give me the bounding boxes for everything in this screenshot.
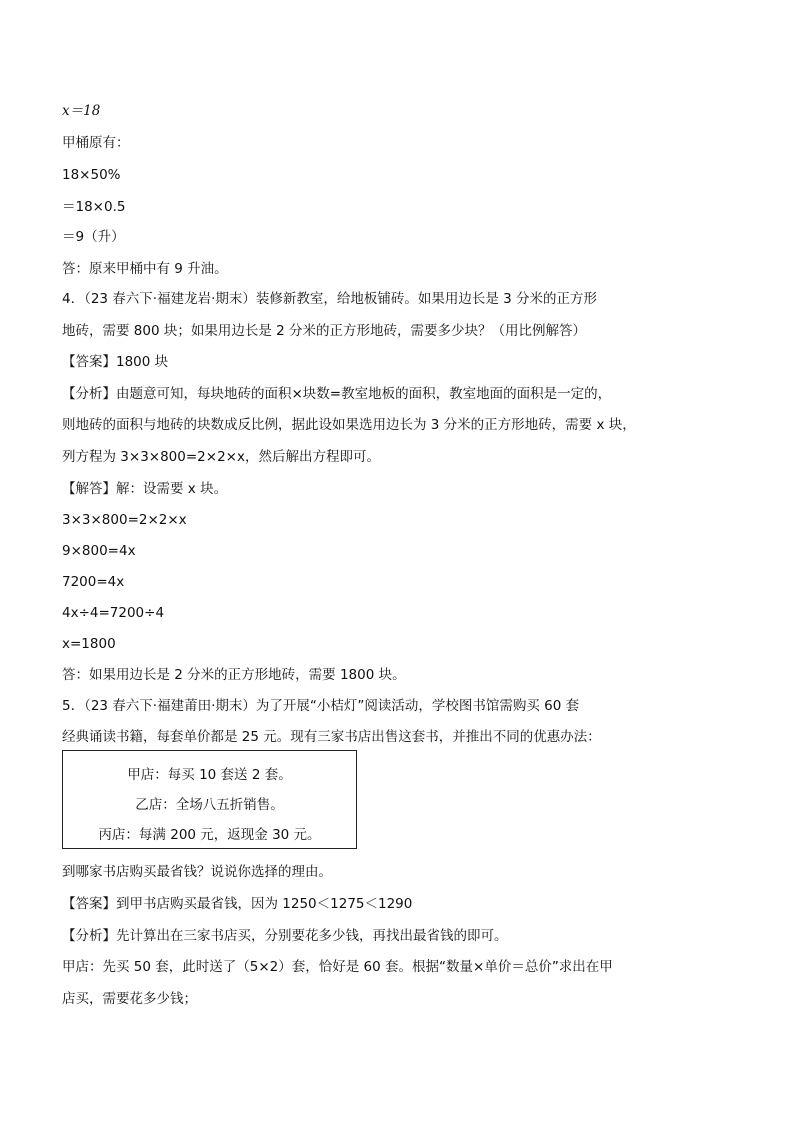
text-line: 甲桶原有：: [62, 135, 130, 151]
analysis-line: 则地砖的面积与地砖的块数成反比例，据此设如果选用边长为 3 分米的正方形地砖，需要 x 块，: [62, 417, 636, 433]
equation-line: 7200=4x: [62, 574, 125, 590]
offer-item: 甲店：每买 10 套送 2 套。: [127, 767, 292, 783]
analysis-line: 【分析】由题意可知，每块地砖的面积×块数=教室地板的面积，教室地面的面积是一定的，: [62, 386, 612, 402]
text-line: ＝9（升）: [62, 229, 125, 245]
question-heading: 5．（23 春六下·福建莆田·期末）为了开展“小桔灯”阅读活动，学校图书馆需购买 60 套: [62, 698, 580, 714]
equation-line: 9×800=4x: [62, 543, 136, 559]
answer-line: 【答案】到甲书店购买最省钱，因为 1250＜1275＜1290: [62, 896, 413, 912]
equation-line: 4x÷4=7200÷4: [62, 605, 165, 621]
analysis-line: 甲店：先买 50 套，此时送了（5×2）套，恰好是 60 套。根据“数量×单价＝总价”求出在甲: [62, 959, 613, 975]
equation-line: x=1800: [62, 636, 116, 652]
offer-item: 丙店：每满 200 元，返现金 30 元。: [98, 827, 321, 843]
text-line: ＝18×0.5: [62, 199, 126, 215]
text-line: 18×50%: [62, 167, 121, 183]
question-text: 经典诵读书籍，每套单价都是 25 元。现有三家书店出售这套书，并推出不同的优惠办法：: [62, 729, 601, 745]
text-line: x＝18: [62, 103, 101, 119]
question-text: 地砖，需要 800 块；如果用边长是 2 分米的正方形地砖，需要多少块？（用比例解答）: [62, 323, 587, 339]
text-line: 答：如果用边长是 2 分米的正方形地砖，需要 1800 块。: [62, 667, 406, 683]
question-text: 到哪家书店购买最省钱？说说你选择的理由。: [62, 864, 332, 880]
equation-line: 3×3×800=2×2×x: [62, 512, 187, 528]
offers-box: [62, 750, 357, 849]
analysis-line: 【分析】先计算出在三家书店买，分别要花多少钱，再找出最省钱的即可。: [62, 928, 508, 944]
analysis-line: 店买，需要花多少钱；: [62, 991, 197, 1007]
offer-item: 乙店：全场八五折销售。: [135, 797, 284, 813]
solution-line: 【解答】解：设需要 x 块。: [62, 481, 228, 497]
question-heading: 4．（23 春六下·福建龙岩·期末）装修新教室，给地板铺砖。如果用边长是 3 分米的正方形: [62, 291, 598, 307]
answer-line: 【答案】1800 块: [62, 354, 169, 370]
text-line: 答：原来甲桶中有 9 升油。: [62, 261, 228, 277]
analysis-line: 列方程为 3×3×800=2×2×x，然后解出方程即可。: [62, 449, 380, 465]
